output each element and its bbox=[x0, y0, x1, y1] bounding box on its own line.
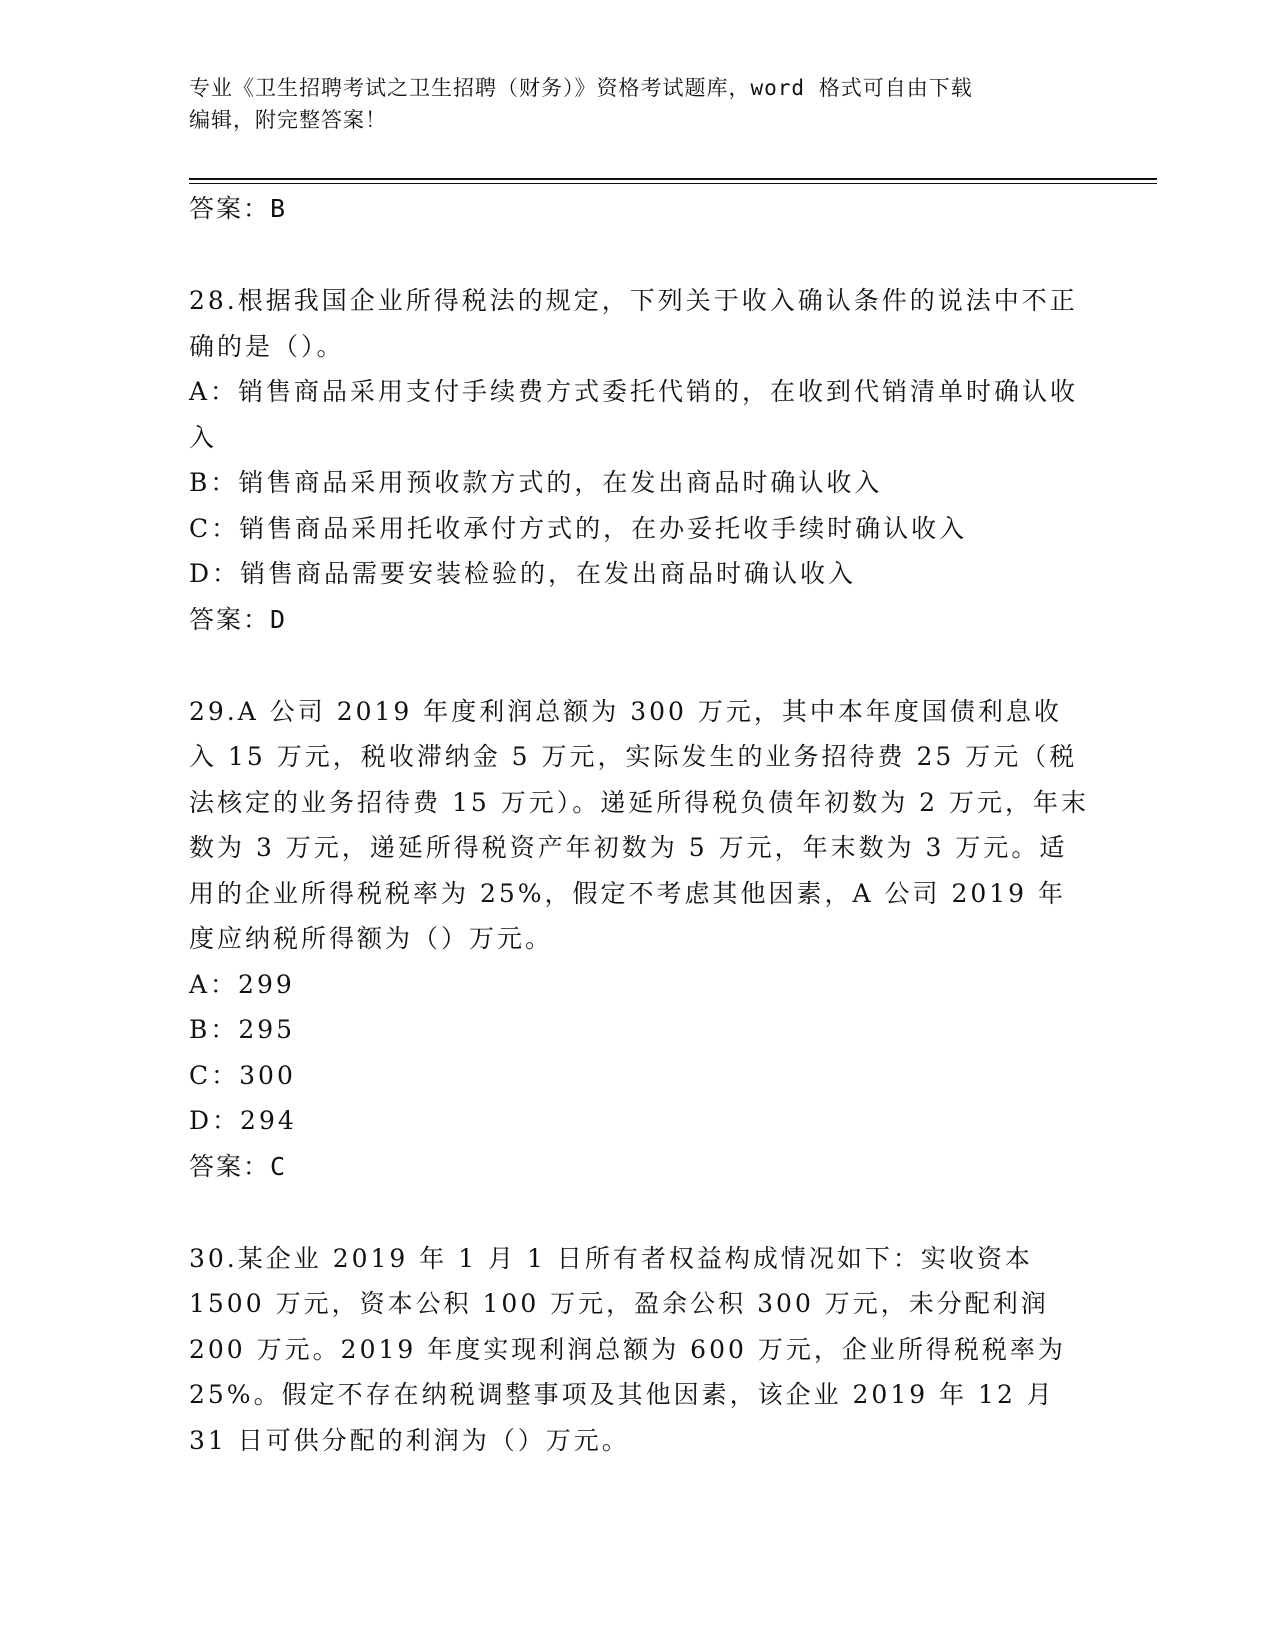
option-c: C：300 bbox=[189, 1060, 296, 1090]
option-b: B：销售商品采用预收款方式的，在发出商品时确认收入 bbox=[189, 468, 883, 497]
question-29 bbox=[189, 689, 1089, 1190]
option-b: B：295 bbox=[189, 1015, 296, 1044]
question-stem: 28.根据我国企业所得税法的规定，下列关于收入确认条件的说法中不正确的是（）。 bbox=[189, 286, 1078, 361]
option-d: D：294 bbox=[189, 1106, 297, 1135]
document-header bbox=[189, 72, 1089, 136]
spacer bbox=[189, 232, 1089, 278]
question-28 bbox=[189, 278, 1089, 643]
option-d: D：销售商品需要安装检验的，在发出商品时确认收入 bbox=[189, 559, 857, 588]
option-c: C：销售商品采用托收承付方式的，在办妥托收手续时确认收入 bbox=[189, 513, 968, 543]
header-divider-thin bbox=[189, 183, 1157, 184]
header-line-1: 专业《卫生招聘考试之卫生招聘（财务）》资格考试题库，word 格式可自由下载 bbox=[189, 76, 973, 100]
question-30 bbox=[189, 1236, 1089, 1464]
spacer bbox=[189, 1190, 1089, 1236]
header-divider-thick bbox=[189, 178, 1157, 180]
answer: 答案：D bbox=[189, 604, 288, 634]
previous-answer: 答案：B bbox=[189, 194, 288, 223]
question-content bbox=[189, 186, 1089, 1463]
question-stem: 30.某企业 2019 年 1 月 1 日所有者权益构成情况如下：实收资本 1500 万元，资本公积 100 万元，盈余公积 300 万元，未分配利润 200 万元。2019 年度实现利润总额为 600 万元，企业所得税税率为 25%。假定不存在纳税调整事项及其他因素，该企业 2019 年 12 月 31 日可供分配的利润为（）万元。 bbox=[189, 1243, 1066, 1455]
spacer bbox=[189, 643, 1089, 689]
option-a: A：299 bbox=[189, 969, 295, 999]
header-line-2: 编辑，附完整答案！ bbox=[189, 108, 387, 132]
answer: 答案：C bbox=[189, 1151, 288, 1181]
option-a: A：销售商品采用支付手续费方式委托代销的，在收到代销清单时确认收入 bbox=[189, 377, 1079, 452]
question-stem: 29.A 公司 2019 年度利润总额为 300 万元，其中本年度国债利息收入 15 万元，税收滞纳金 5 万元，实际发生的业务招待费 25 万元（税法核定的业务招待费 15 万元）。递延所得税负债年初数为 2 万元，年末数为 3 万元，递延所得税资产年初数为 5 万元，年末数为 3 万元。适用的企业所得税税率为 25%，假定不考虑其他因素，A 公司 2019 年度应纳税所得额为（）万元。 bbox=[189, 696, 1090, 953]
